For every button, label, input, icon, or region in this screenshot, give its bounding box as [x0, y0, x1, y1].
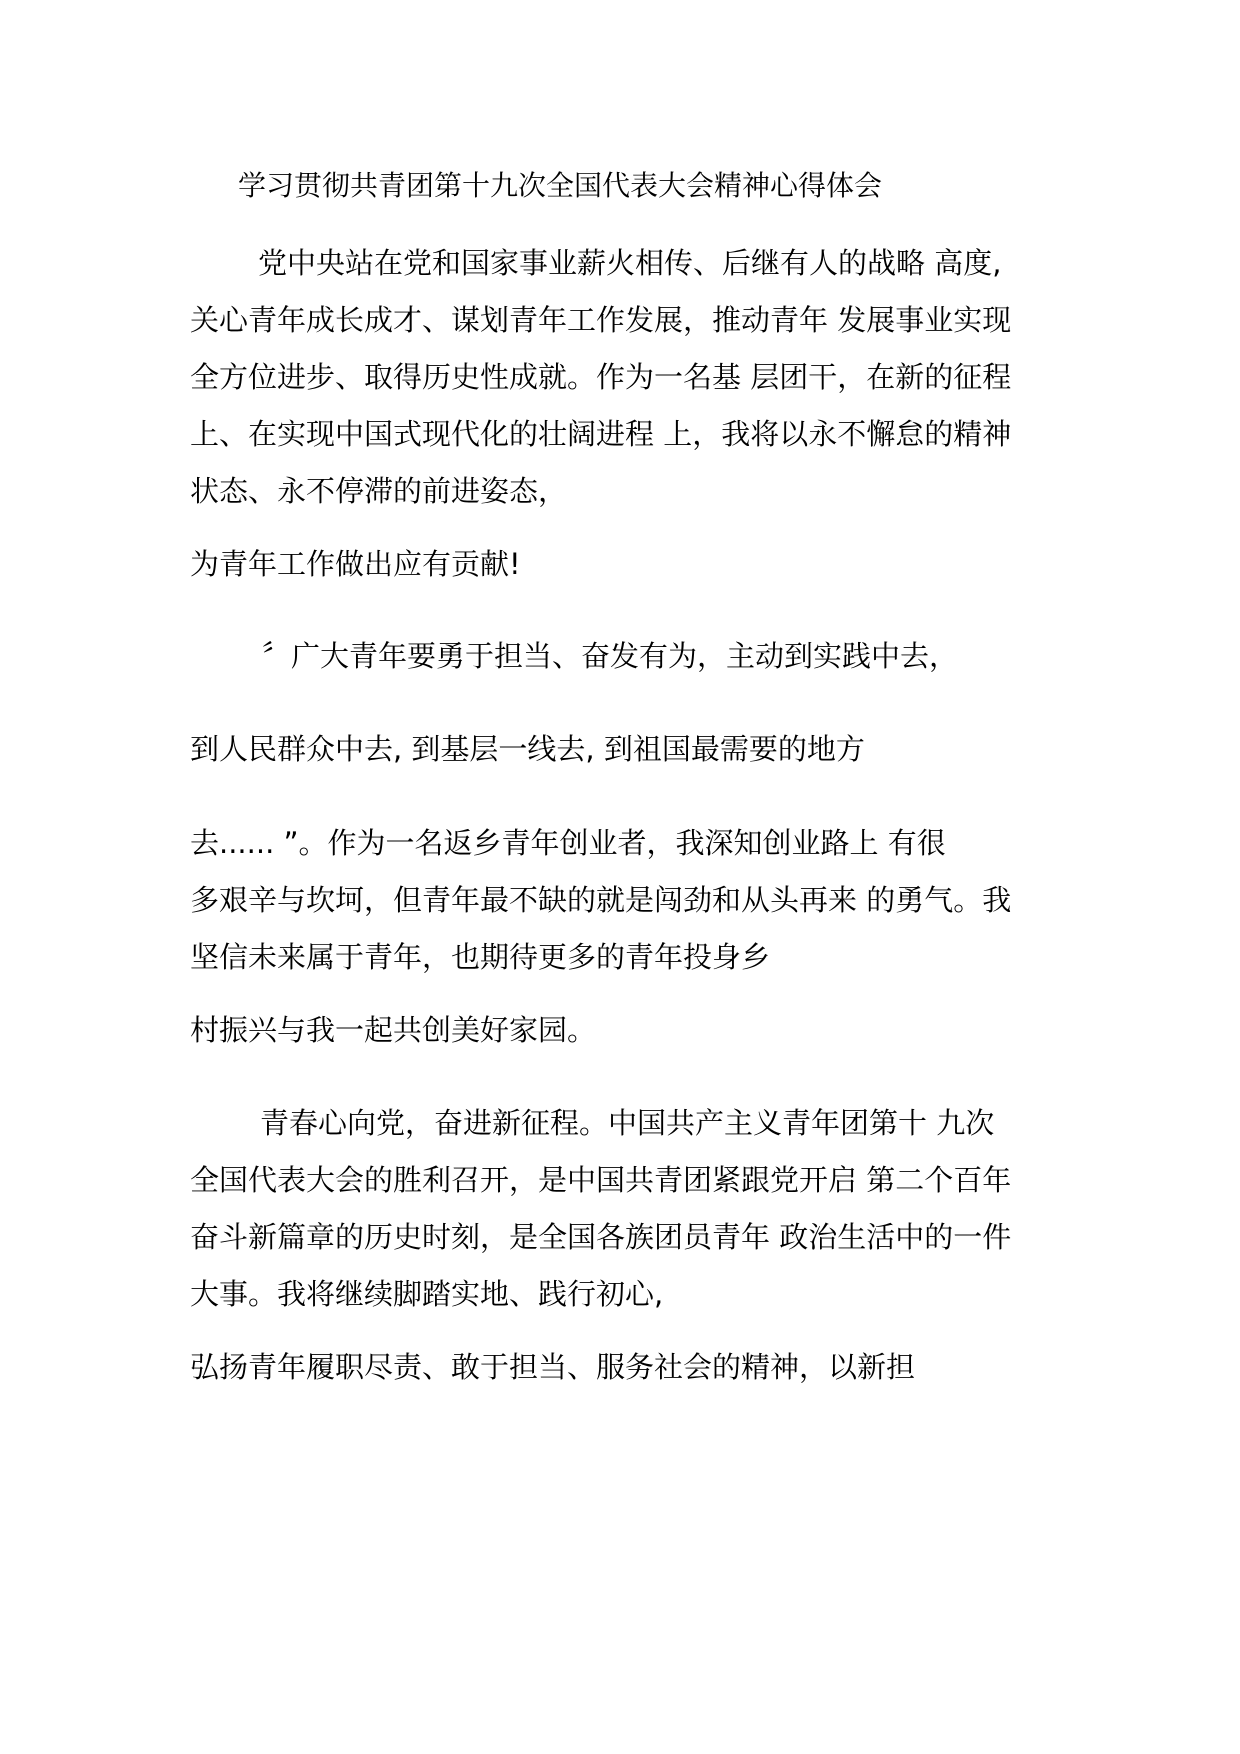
paragraph-line: 全方位进步、取得历史性成就。作为一名基 层团干，在新的征程: [190, 360, 1012, 394]
paragraph-line: 村振兴与我一起共创美好家园。: [190, 1013, 597, 1047]
paragraph-line: 全国代表大会的胜利召开，是中国共青团紧跟党开启 第二个百年: [190, 1163, 1012, 1197]
paragraph-line: 多艰辛与坎坷，但青年最不缺的就是闯劲和从头再来 的勇气。我: [190, 883, 1012, 917]
paragraph-line: 到人民群众中去, 到基层一线去, 到祖国最需要的地方: [190, 732, 865, 766]
paragraph-line: 党中央站在党和国家事业薪火相传、后继有人的战略 高度,: [258, 246, 1002, 280]
paragraph-line: 坚信未来属于青年，也期待更多的青年投身乡: [190, 940, 771, 974]
paragraph-line: 青春心向党，奋进新征程。中国共产主义青年团第十 九次: [260, 1106, 995, 1140]
paragraph-line: 奋斗新篇章的历史时刻，是全国各族团员青年 政治生活中的一件: [190, 1220, 1012, 1254]
paragraph-line: 去...... ”。作为一名返乡青年创业者，我深知创业路上 有很: [190, 826, 946, 860]
paragraph-line: 〞广大青年要勇于担当、奋发有为，主动到实践中去，: [262, 639, 959, 673]
paragraph-line: 大事。我将继续脚踏实地、践行初心,: [190, 1277, 664, 1311]
paragraph-line: 为青年工作做出应有贡献!: [190, 547, 521, 581]
document-title: 学习贯彻共青团第十九次全国代表大会精神心得体会: [238, 169, 883, 202]
paragraph-line: 上、在实现中国式现代化的壮阔进程 上，我将以永不懈怠的精神: [190, 417, 1012, 451]
paragraph-line: 关心青年成长成才、谋划青年工作发展，推动青年 发展事业实现: [190, 303, 1012, 337]
paragraph-line: 状态、永不停滞的前进姿态，: [190, 474, 568, 508]
paragraph-line: 弘扬青年履职尽责、敢于担当、服务社会的精神，以新担: [190, 1350, 916, 1384]
